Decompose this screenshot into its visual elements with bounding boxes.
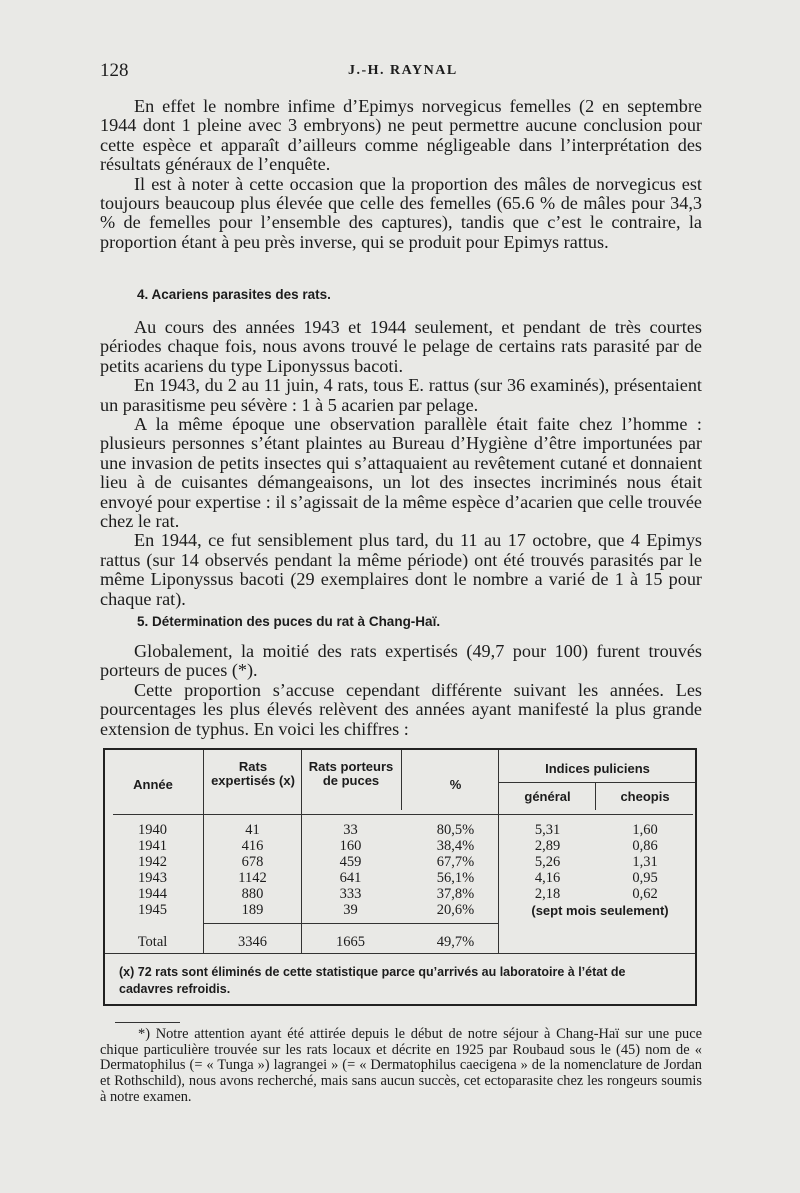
- paragraph: En 1944, ce fut sensiblement plus tard, du 11 au 17 octobre, que 4 Epimys rattus (sur 14 observés pendant la même période) ont été trouvés parasités par le même Liponyssus bacoti (29 exemplaires dont le nombre a varié de 1 à 15 pour chaque rat).: [100, 530, 702, 609]
- cell-examined: 41: [245, 822, 260, 838]
- cell-examined: 880: [241, 886, 264, 902]
- cell-year: 1941: [138, 838, 167, 854]
- header-indices: Indices puliciens: [545, 761, 650, 776]
- paragraph: Il est à noter à cette occasion que la proportion des mâles de norvegicus est toujours beaucoup plus élevée que celle des femelles (65.6 % de mâles pour 34,3 % de femelles pour l’ensemble des captures), tandis que c’est le contraire, la proportion étant à peu près inverse, qui se produit pour Epimys rattus.: [100, 173, 702, 252]
- paragraph: Au cours des années 1943 et 1944 seulement, et pendant de très courtes périodes chaque fois, nous avons trouvé le pelage de certains rats parasité par de petits acariens du type Liponyssus bacoti.: [100, 317, 702, 376]
- cell-percent: 80,5%: [436, 822, 475, 838]
- footnote-text: *) Notre attention ayant été attirée depuis le début de notre séjour à Chang-Haï sur une puce chique particulière trouvée sur les rats locaux et décrite en 1925 par Roubaud sous le (45) nom de « Dermatophilus (= « Tunga ») lagrangei » (= « Dermatophilus caecigena » de la nomenclature de Jordan et Rothschild), nous avons recherché, mais sans aucun succès, cet ectoparasite chez les rongeurs soumis à notre examen.: [100, 1026, 702, 1105]
- page-number: 128: [100, 60, 129, 81]
- cell-cheopis: 1,31: [632, 854, 658, 870]
- cell-general-note: (sept mois seulement): [531, 903, 669, 918]
- cell-year: 1940: [138, 822, 167, 838]
- cell-examined: 416: [241, 838, 264, 854]
- paragraph: En effet le nombre infime d’Epimys norvegicus femelles (2 en septembre 1944 dont 1 pleine avec 3 embryons) ne peut permettre aucune conclusion pour cette espèce et apparaît d’ailleurs comme négligeable dans l’interprétation des résultats généraux de l’enquête.: [100, 96, 702, 175]
- header-carriers: Rats porteurs de puces: [308, 759, 394, 788]
- cell-carriers: 641: [339, 870, 362, 886]
- cell-percent: 37,8%: [436, 886, 475, 902]
- cell-carriers: 459: [339, 854, 362, 870]
- cell-carriers: 33: [343, 822, 358, 838]
- header-rule: [113, 814, 693, 815]
- paragraph-group-rats: [100, 97, 702, 252]
- cell-examined: 189: [241, 902, 264, 918]
- cell-carriers: 333: [339, 886, 362, 902]
- cell-percent: 67,7%: [436, 854, 475, 870]
- cell-examined: 1142: [238, 870, 267, 886]
- cell-cheopis: 0,95: [632, 870, 658, 886]
- cell-percent: 38,4%: [436, 838, 475, 854]
- column-divider: [595, 782, 596, 810]
- total-rule: [203, 923, 498, 924]
- cell-general: 2,18: [534, 886, 561, 902]
- header-rule: [498, 782, 695, 783]
- cell-cheopis: 0,86: [632, 838, 658, 854]
- note-rule: [105, 953, 695, 954]
- paragraph: A la même époque une observation parallèle était faite chez l’homme : plusieurs personnes s’étant plaintes au Bureau d’Hygiène d’être importunées par une invasion de petits insectes qui s’attaquaient au revêtement cutané et donnaient lieu à de cuisantes démangeaisons, un lot des insectes incriminés nous était envoyé pour expertise : il s’agissait de la même espèce d’acarien que celle trouvée chez le rat.: [100, 414, 702, 532]
- running-head: J.-H. RAYNAL: [348, 63, 458, 78]
- cell-general: 5,31: [534, 822, 561, 838]
- header-cheopis: cheopis: [620, 789, 670, 804]
- total-label: Total: [137, 934, 168, 950]
- cell-percent: 56,1%: [436, 870, 475, 886]
- paragraph-group-puces: [100, 642, 702, 739]
- cell-general: 2,89: [534, 838, 561, 854]
- paragraph: En 1943, du 2 au 11 juin, 4 rats, tous E. rattus (sur 36 examinés), présentaient un parasitisme peu sévère : 1 à 5 acarien par pelage.: [100, 375, 702, 415]
- cell-carriers: 160: [339, 838, 362, 854]
- footnote: [100, 1027, 702, 1106]
- header-percent: %: [449, 777, 462, 792]
- cell-year: 1943: [138, 870, 167, 886]
- column-divider: [498, 750, 499, 953]
- page-header: [100, 60, 700, 84]
- total-carriers: 1665: [336, 934, 365, 950]
- column-divider: [401, 750, 402, 810]
- cell-year: 1945: [138, 902, 167, 918]
- section-heading-puces: 5. Détermination des puces du rat à Chang-Haï.: [137, 614, 441, 629]
- cell-cheopis: 1,60: [632, 822, 658, 838]
- cell-carriers: 39: [343, 902, 358, 918]
- total-examined: 3346: [238, 934, 267, 950]
- cell-general: 4,16: [534, 870, 561, 886]
- cell-year: 1944: [138, 886, 167, 902]
- header-examined: Rats expertisés (x): [211, 759, 295, 788]
- cell-general: 5,26: [534, 854, 561, 870]
- footnote-rule: [115, 1022, 180, 1023]
- cell-year: 1942: [138, 854, 167, 870]
- table-note: (x) 72 rats sont éliminés de cette statistique parce qu’arrivés au laboratoire à l’état de cadavres refroidis.: [119, 965, 626, 996]
- cell-percent: 20,6%: [436, 902, 475, 918]
- flea-statistics-table: [103, 748, 697, 1006]
- paragraph: Cette proportion s’accuse cependant différente suivant les années. Les pourcentages les plus élevés relèvent des années ayant manifesté la plus grande extension de typhus. En voici les chiffres :: [100, 679, 702, 739]
- header-year: Année: [133, 777, 173, 792]
- paragraph: Globalement, la moitié des rats expertisés (49,7 pour 100) furent trouvés porteurs de puces (*).: [100, 641, 702, 681]
- cell-cheopis: 0,62: [632, 886, 658, 902]
- cell-examined: 678: [241, 854, 264, 870]
- paragraph-group-acariens: [100, 318, 702, 609]
- section-heading-acariens: 4. Acariens parasites des rats.: [137, 287, 331, 302]
- total-percent: 49,7%: [436, 934, 475, 950]
- header-general: général: [524, 789, 571, 804]
